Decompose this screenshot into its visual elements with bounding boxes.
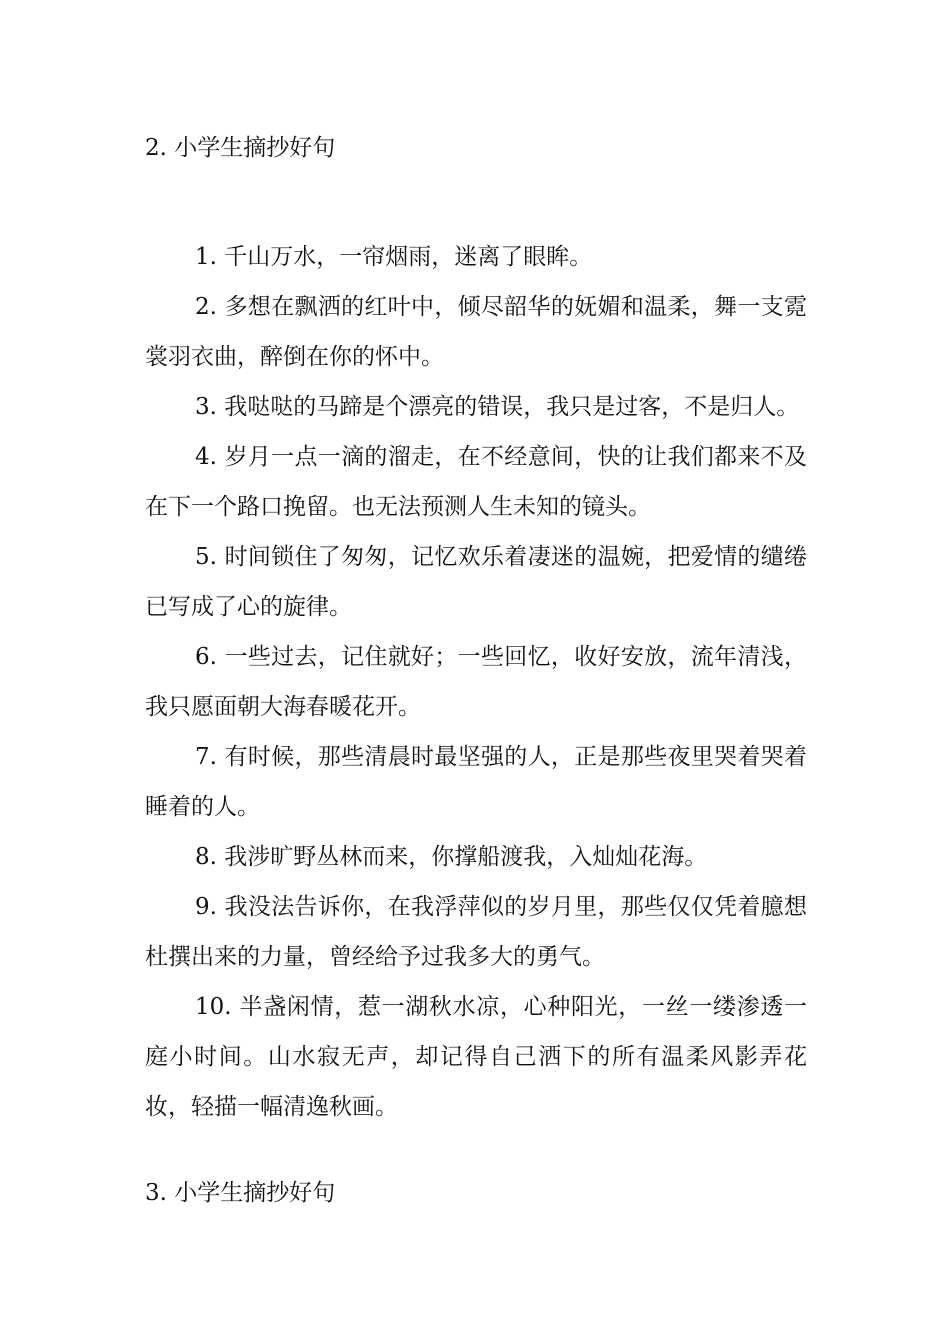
list-item: 10. 半盏闲情，惹一湖秋水凉，心种阳光，一丝一缕渗透一庭小时间。山水寂无声，却记得自己洒下的所有温柔风影弄花妆，轻描一幅清逸秋画。	[145, 994, 807, 1120]
list-item: 3. 我哒哒的马蹄是个漂亮的错误，我只是过客，不是归人。	[195, 394, 800, 420]
list-item: 9. 我没法告诉你，在我浮萍似的岁月里，那些仅仅凭着臆想杜撰出来的力量，曾经给予过我多大的勇气。	[145, 894, 807, 970]
list-item: 1. 千山万水，一帘烟雨，迷离了眼眸。	[195, 244, 593, 270]
list-item: 8. 我涉旷野丛林而来，你撑船渡我，入灿灿花海。	[195, 844, 708, 870]
section-heading: 2. 小学生摘抄好句	[145, 135, 336, 161]
list-item: 7. 有时候，那些清晨时最坚强的人，正是那些夜里哭着哭着睡着的人。	[145, 744, 807, 820]
list-item: 4. 岁月一点一滴的溜走，在不经意间，快的让我们都来不及在下一个路口挽留。也无法预测人生未知的镜头。	[145, 444, 807, 520]
list-item: 6. 一些过去，记住就好；一些回忆，收好安放，流年清浅，我只愿面朝大海春暖花开。	[145, 644, 807, 720]
sentence-list	[145, 232, 807, 1132]
list-item: 2. 多想在飘洒的红叶中，倾尽韶华的妩媚和温柔，舞一支霓裳羽衣曲，醉倒在你的怀中。	[145, 294, 807, 370]
list-item: 5. 时间锁住了匆匆，记忆欢乐着凄迷的温婉，把爱情的缱绻已写成了心的旋律。	[145, 544, 807, 620]
section-heading: 3. 小学生摘抄好句	[145, 1180, 336, 1206]
